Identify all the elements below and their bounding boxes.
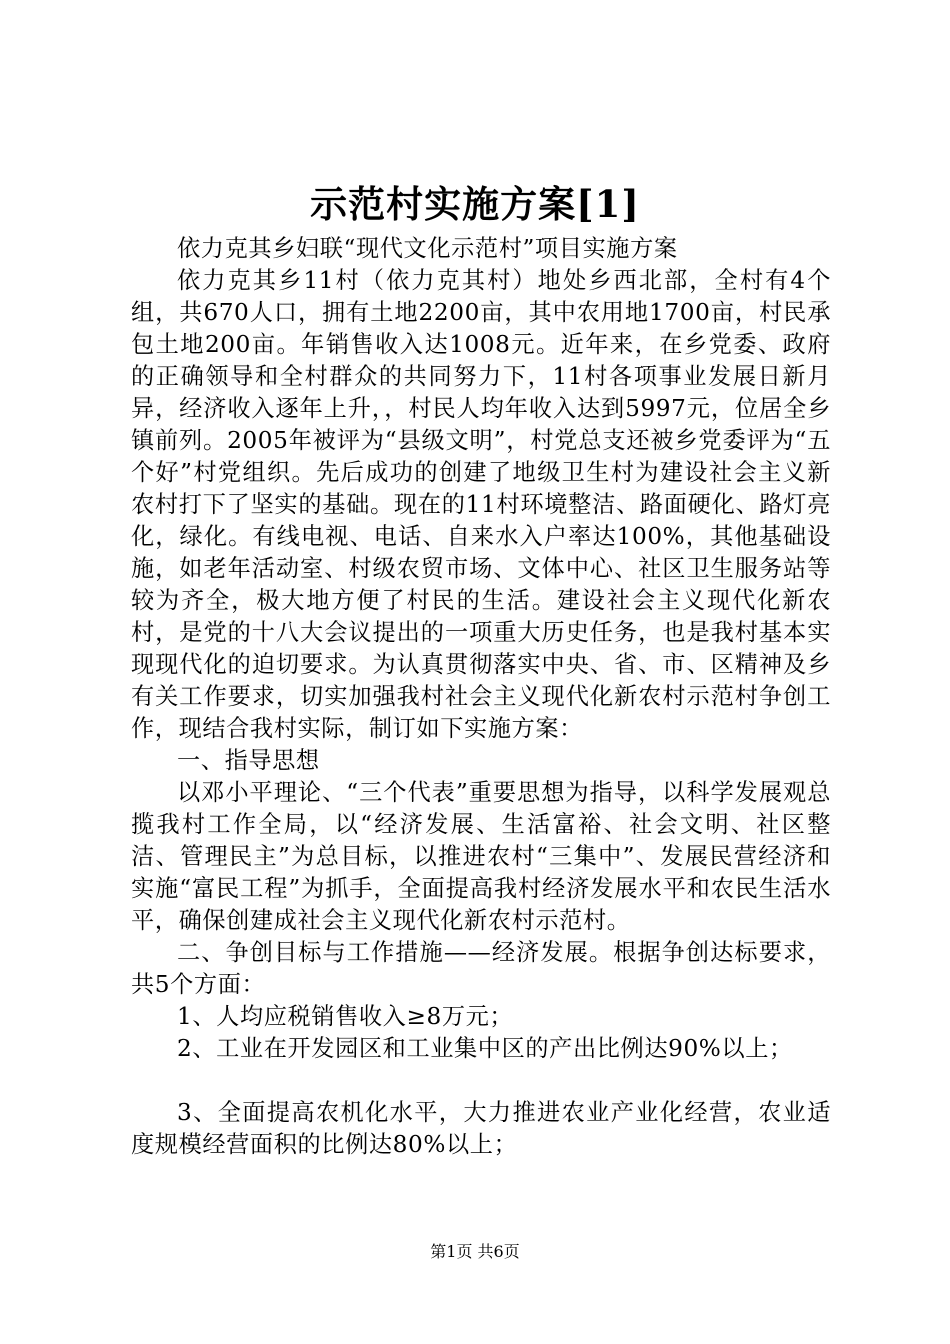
list-item-2: 2、工业在开发园区和工业集中区的产出比例达90%以上； <box>177 1035 793 1062</box>
list-item-1: 1、人均应税销售收入≥8万元； <box>177 1003 514 1030</box>
page-footer: 第1页 共6页 <box>430 1242 520 1261</box>
section-heading-guiding-ideology: 一、指导思想 <box>177 747 320 774</box>
paragraph-intro: 依力克其乡11村（依力克其村）地处乡西北部，全村有4个组，共670人口，拥有土地2200亩，其中农用地1700亩，村民承包土地200亩。年销售收入达1008元。近年来，在乡党委、政府的正确领导和全村群众的共同努力下，11村各项事业发展日新月异，经济收入逐年上升，，村民人均年收入达到5997元，位居全乡镇前列。2005年被评为“县级文明”，村党总支还被乡党委评为“五个好”村党组织。先后成功的创建了地级卫生村为建设社会主义新农村打下了坚实的基础。现在的11村环境整洁、路面硬化、路灯亮化，绿化。有线电视、电话、自来水入户率达100%，其他基础设施，如老年活动室、村级农贸市场、文体中心、社区卫生服务站等较为齐全，极大地方便了村民的生活。建设社会主义现代化新农村，是党的十八大会议提出的一项重大历史任务，也是我村基本实现现代化的迫切要求。为认真贯彻落实中央、省、市、区精神及乡有关工作要求，切实加强我村社会主义现代化新农村示范村争创工作，现结合我村实际，制订如下实施方案： <box>131 267 831 742</box>
section-heading-goals: 二、争创目标与工作措施——经济发展。根据争创达标要求，共5个方面： <box>131 939 831 998</box>
document-body <box>131 233 831 1161</box>
blank-line <box>131 1065 831 1097</box>
paragraph-subtitle: 依力克其乡妇联“现代文化示范村”项目实施方案 <box>177 235 678 262</box>
document-title: 示范村实施方案[1] <box>310 182 640 226</box>
paragraph-guiding-ideology: 以邓小平理论、“三个代表”重要思想为指导，以科学发展观总揽我村工作全局，以“经济发展、生活富裕、社会文明、社区整洁、管理民主”为总目标，以推进农村“三集中”、发展民营经济和实施“富民工程”为抓手，全面提高我村经济发展水平和农民生活水平，确保创建成社会主义现代化新农村示范村。 <box>131 779 831 934</box>
list-item-3: 3、全面提高农机化水平，大力推进农业产业化经营，农业适度规模经营面积的比例达80%以上； <box>131 1099 831 1158</box>
